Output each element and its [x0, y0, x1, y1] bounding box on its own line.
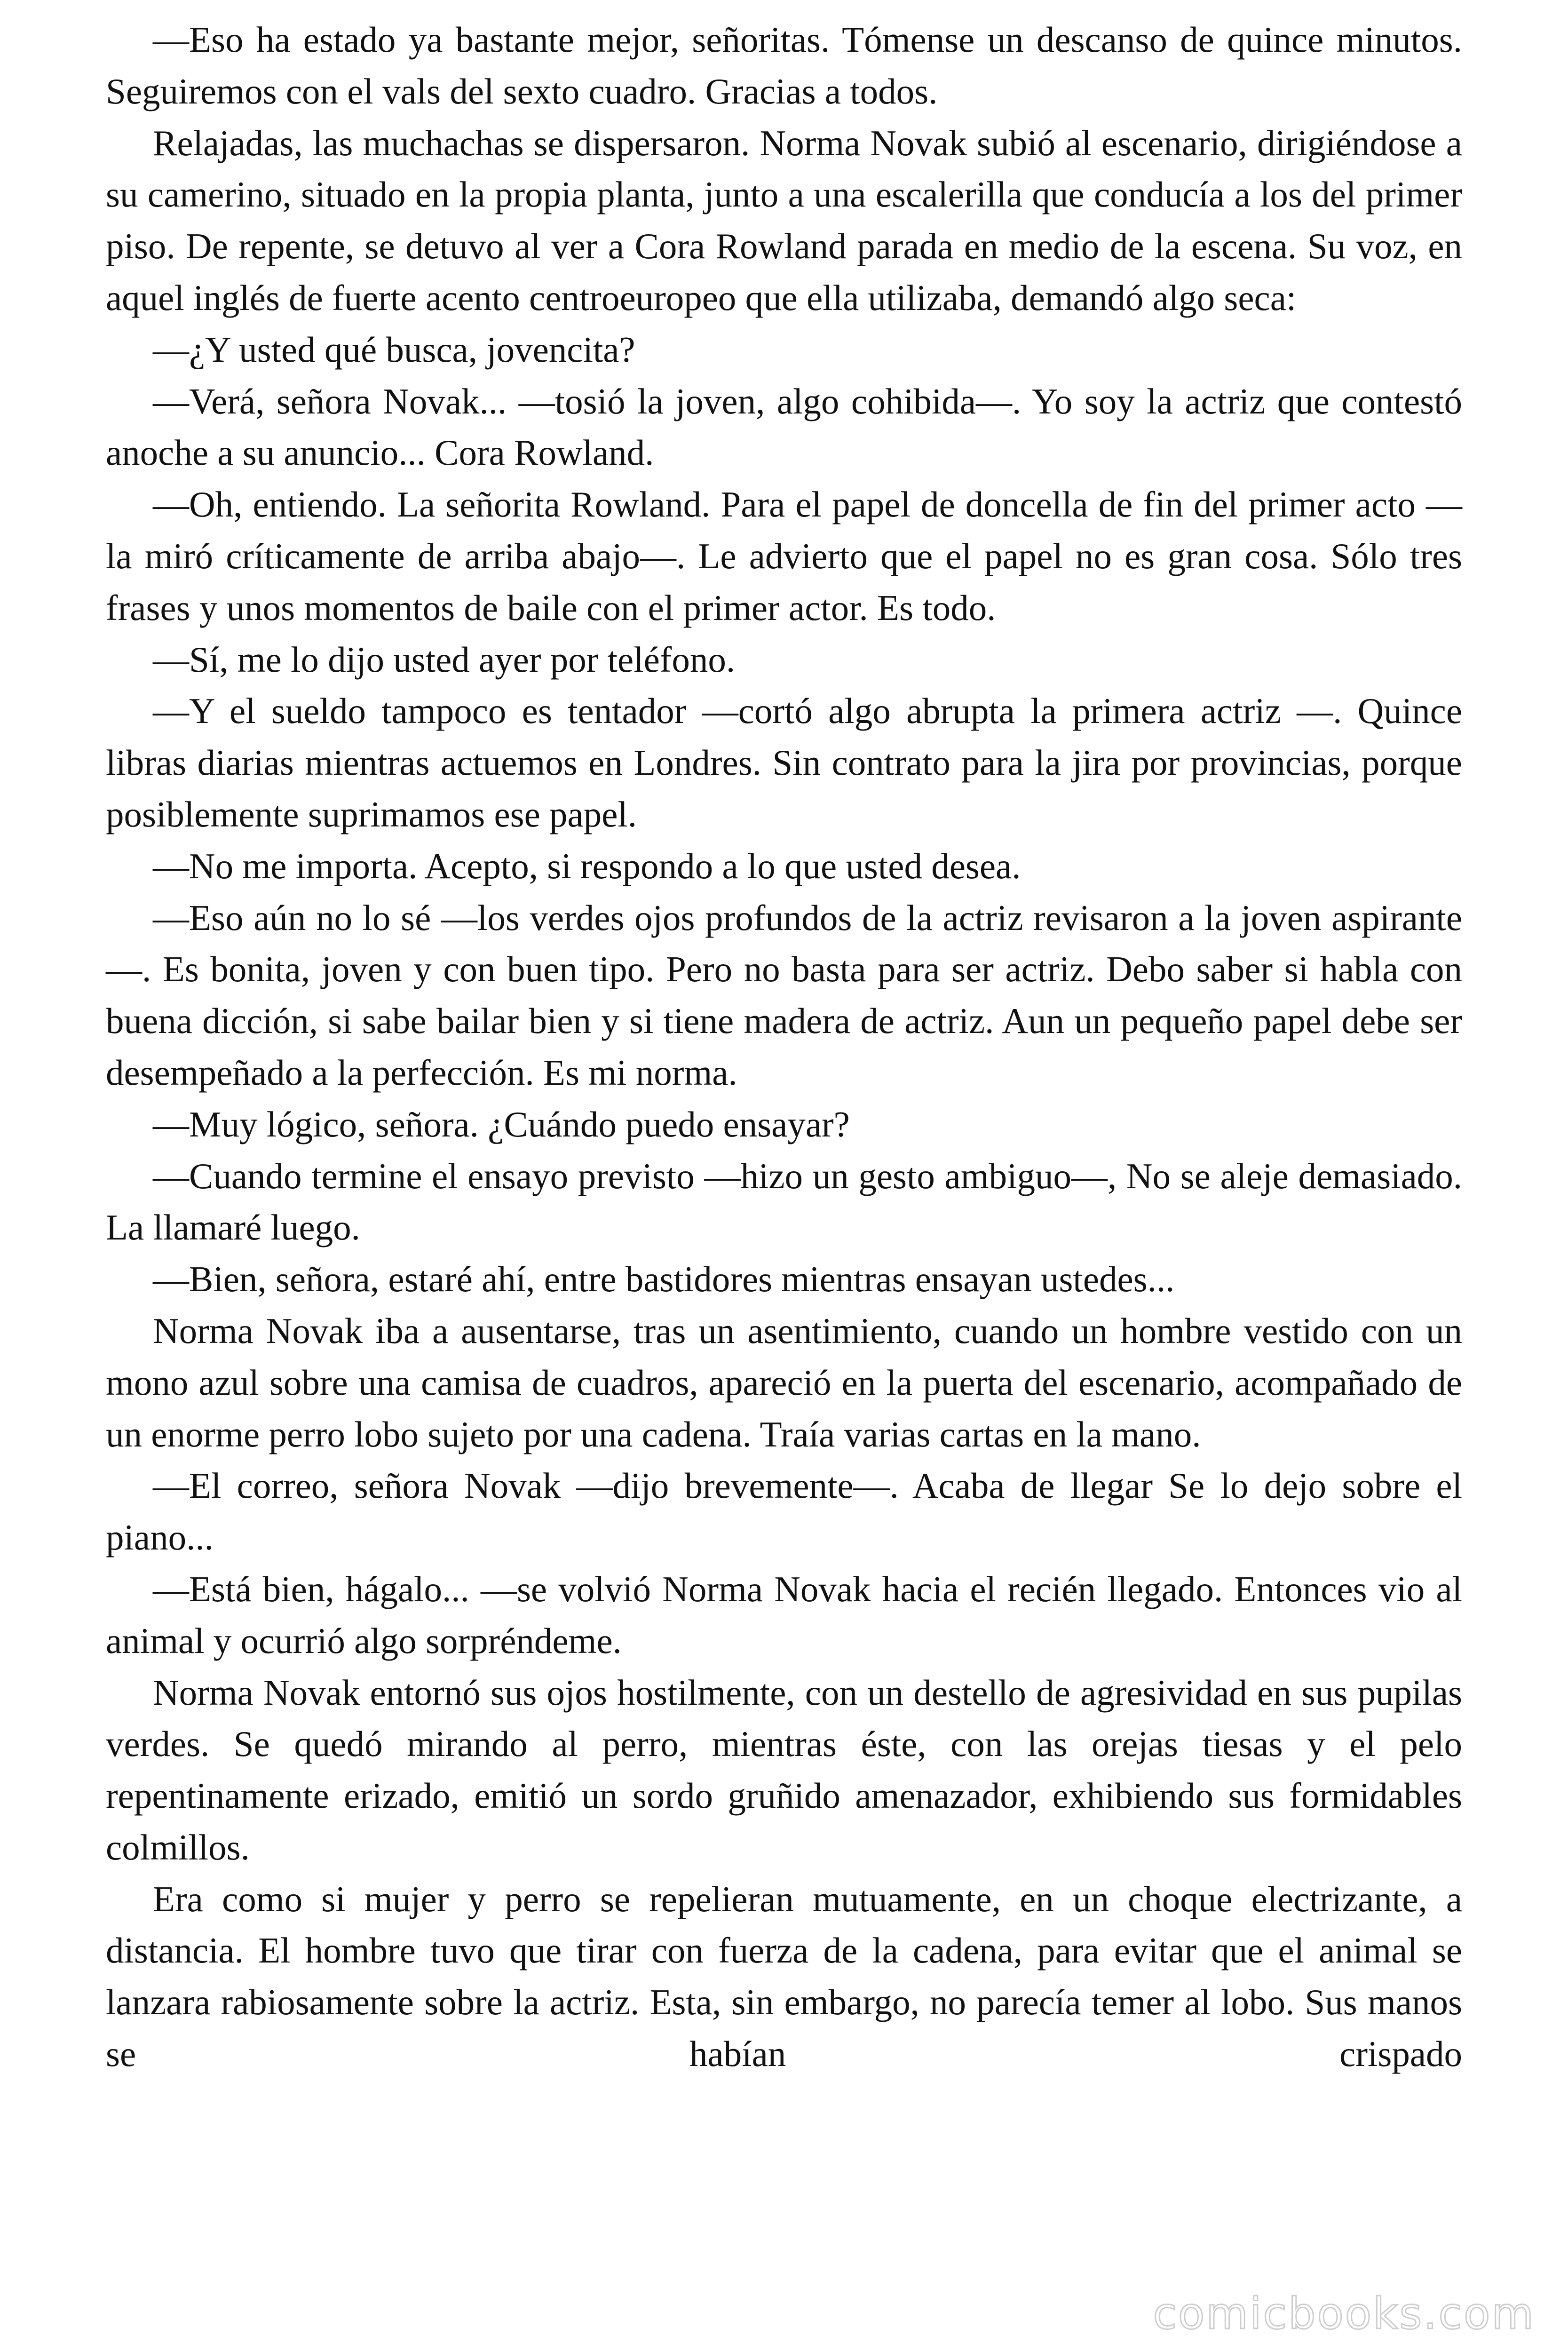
paragraph: —Bien, señora, estaré ahí, entre bastidores mientras ensayan ustedes...: [153, 1259, 1175, 1300]
paragraph: —Cuando termine el ensayo previsto —hizo un gesto ambiguo—, No se aleje demasiado. La llamaré luego.: [106, 1155, 1462, 1248]
paragraph: Norma Novak entornó sus ojos hostilmente, con un destello de agresividad en sus pupilas verdes. Se quedó mirando al perro, mientras éste, con las orejas tiesas y el pelo repentinamente erizado, emitió un sordo gruñido amenazador, exhibiendo sus formidables colmillos.: [106, 1672, 1462, 1867]
paragraph: Relajadas, las muchachas se dispersaron. Norma Novak subió al escenario, dirigiéndose a su camerino, situado en la propia planta, junto a una escalerilla que conducía a los del primer piso. De repente, se detuvo al ver a Cora Rowland parada en medio de la escena. Su voz, en aquel inglés de fuerte acento centroeuropeo que ella utilizaba, demandó algo seca:: [106, 122, 1462, 318]
watermark: comicbooks.com: [1153, 2288, 1535, 2339]
paragraph: —Verá, señora Novak... —tosió la joven, algo cohibida—. Yo soy la actriz que contestó anoche a su anuncio... Cora Rowland.: [106, 381, 1462, 473]
paragraph: —El correo, señora Novak —dijo brevemente—. Acaba de llegar Se lo dejo sobre el piano...: [106, 1465, 1462, 1558]
paragraph: —Está bien, hágalo... —se volvió Norma Novak hacia el recién llegado. Entonces vio al animal y ocurrió algo sorpréndeme.: [106, 1568, 1462, 1661]
book-page: [106, 14, 1462, 2080]
paragraph: —No me importa. Acepto, si respondo a lo que usted desea.: [153, 845, 1021, 886]
paragraph: —¿Y usted qué busca, jovencita?: [153, 329, 635, 370]
paragraph: —Y el sueldo tampoco es tentador —cortó algo abrupta la primera actriz —. Quince libras diarias mientras actuemos en Londres. Sin contrato para la jira por provincias, porque posiblemente suprimamos ese papel.: [106, 691, 1462, 834]
paragraph-continued: Era como si mujer y perro se repelieran mutuamente, en un choque electrizante, a distancia. El hombre tuvo que tirar con fuerza de la cadena, para evitar que el animal se lanzara rabiosamente sobre la actriz. Esta, sin embargo, no parecía temer al lobo. Sus manos se habían crispado: [106, 1878, 1462, 2074]
paragraph: Norma Novak iba a ausentarse, tras un asentimiento, cuando un hombre vestido con un mono azul sobre una camisa de cuadros, apareció en la puerta del escenario, acompañado de un enorme perro lobo sujeto por una cadena. Traía varias cartas en la mano.: [106, 1310, 1462, 1454]
paragraph: —Oh, entiendo. La señorita Rowland. Para el papel de doncella de fin del primer acto —la miró críticamente de arriba abajo—. Le advierto que el papel no es gran cosa. Sólo tres frases y unos momentos de baile con el primer actor. Es todo.: [106, 484, 1462, 628]
paragraph: —Muy lógico, señora. ¿Cuándo puedo ensayar?: [153, 1104, 850, 1144]
paragraph: —Eso aún no lo sé —los verdes ojos profundos de la actriz revisaron a la joven aspirante—. Es bonita, joven y con buen tipo. Pero no basta para ser actriz. Debo saber si habla con buena dicción, si sabe bailar bien y si tiene madera de actriz. Aun un pequeño papel debe ser desempeñado a la perfección. Es mi norma.: [106, 897, 1462, 1093]
paragraph: —Eso ha estado ya bastante mejor, señoritas. Tómense un descanso de quince minutos. Seguiremos con el vals del sexto cuadro. Gracias a todos.: [106, 19, 1462, 111]
paragraph: —Sí, me lo dijo usted ayer por teléfono.: [153, 639, 736, 680]
